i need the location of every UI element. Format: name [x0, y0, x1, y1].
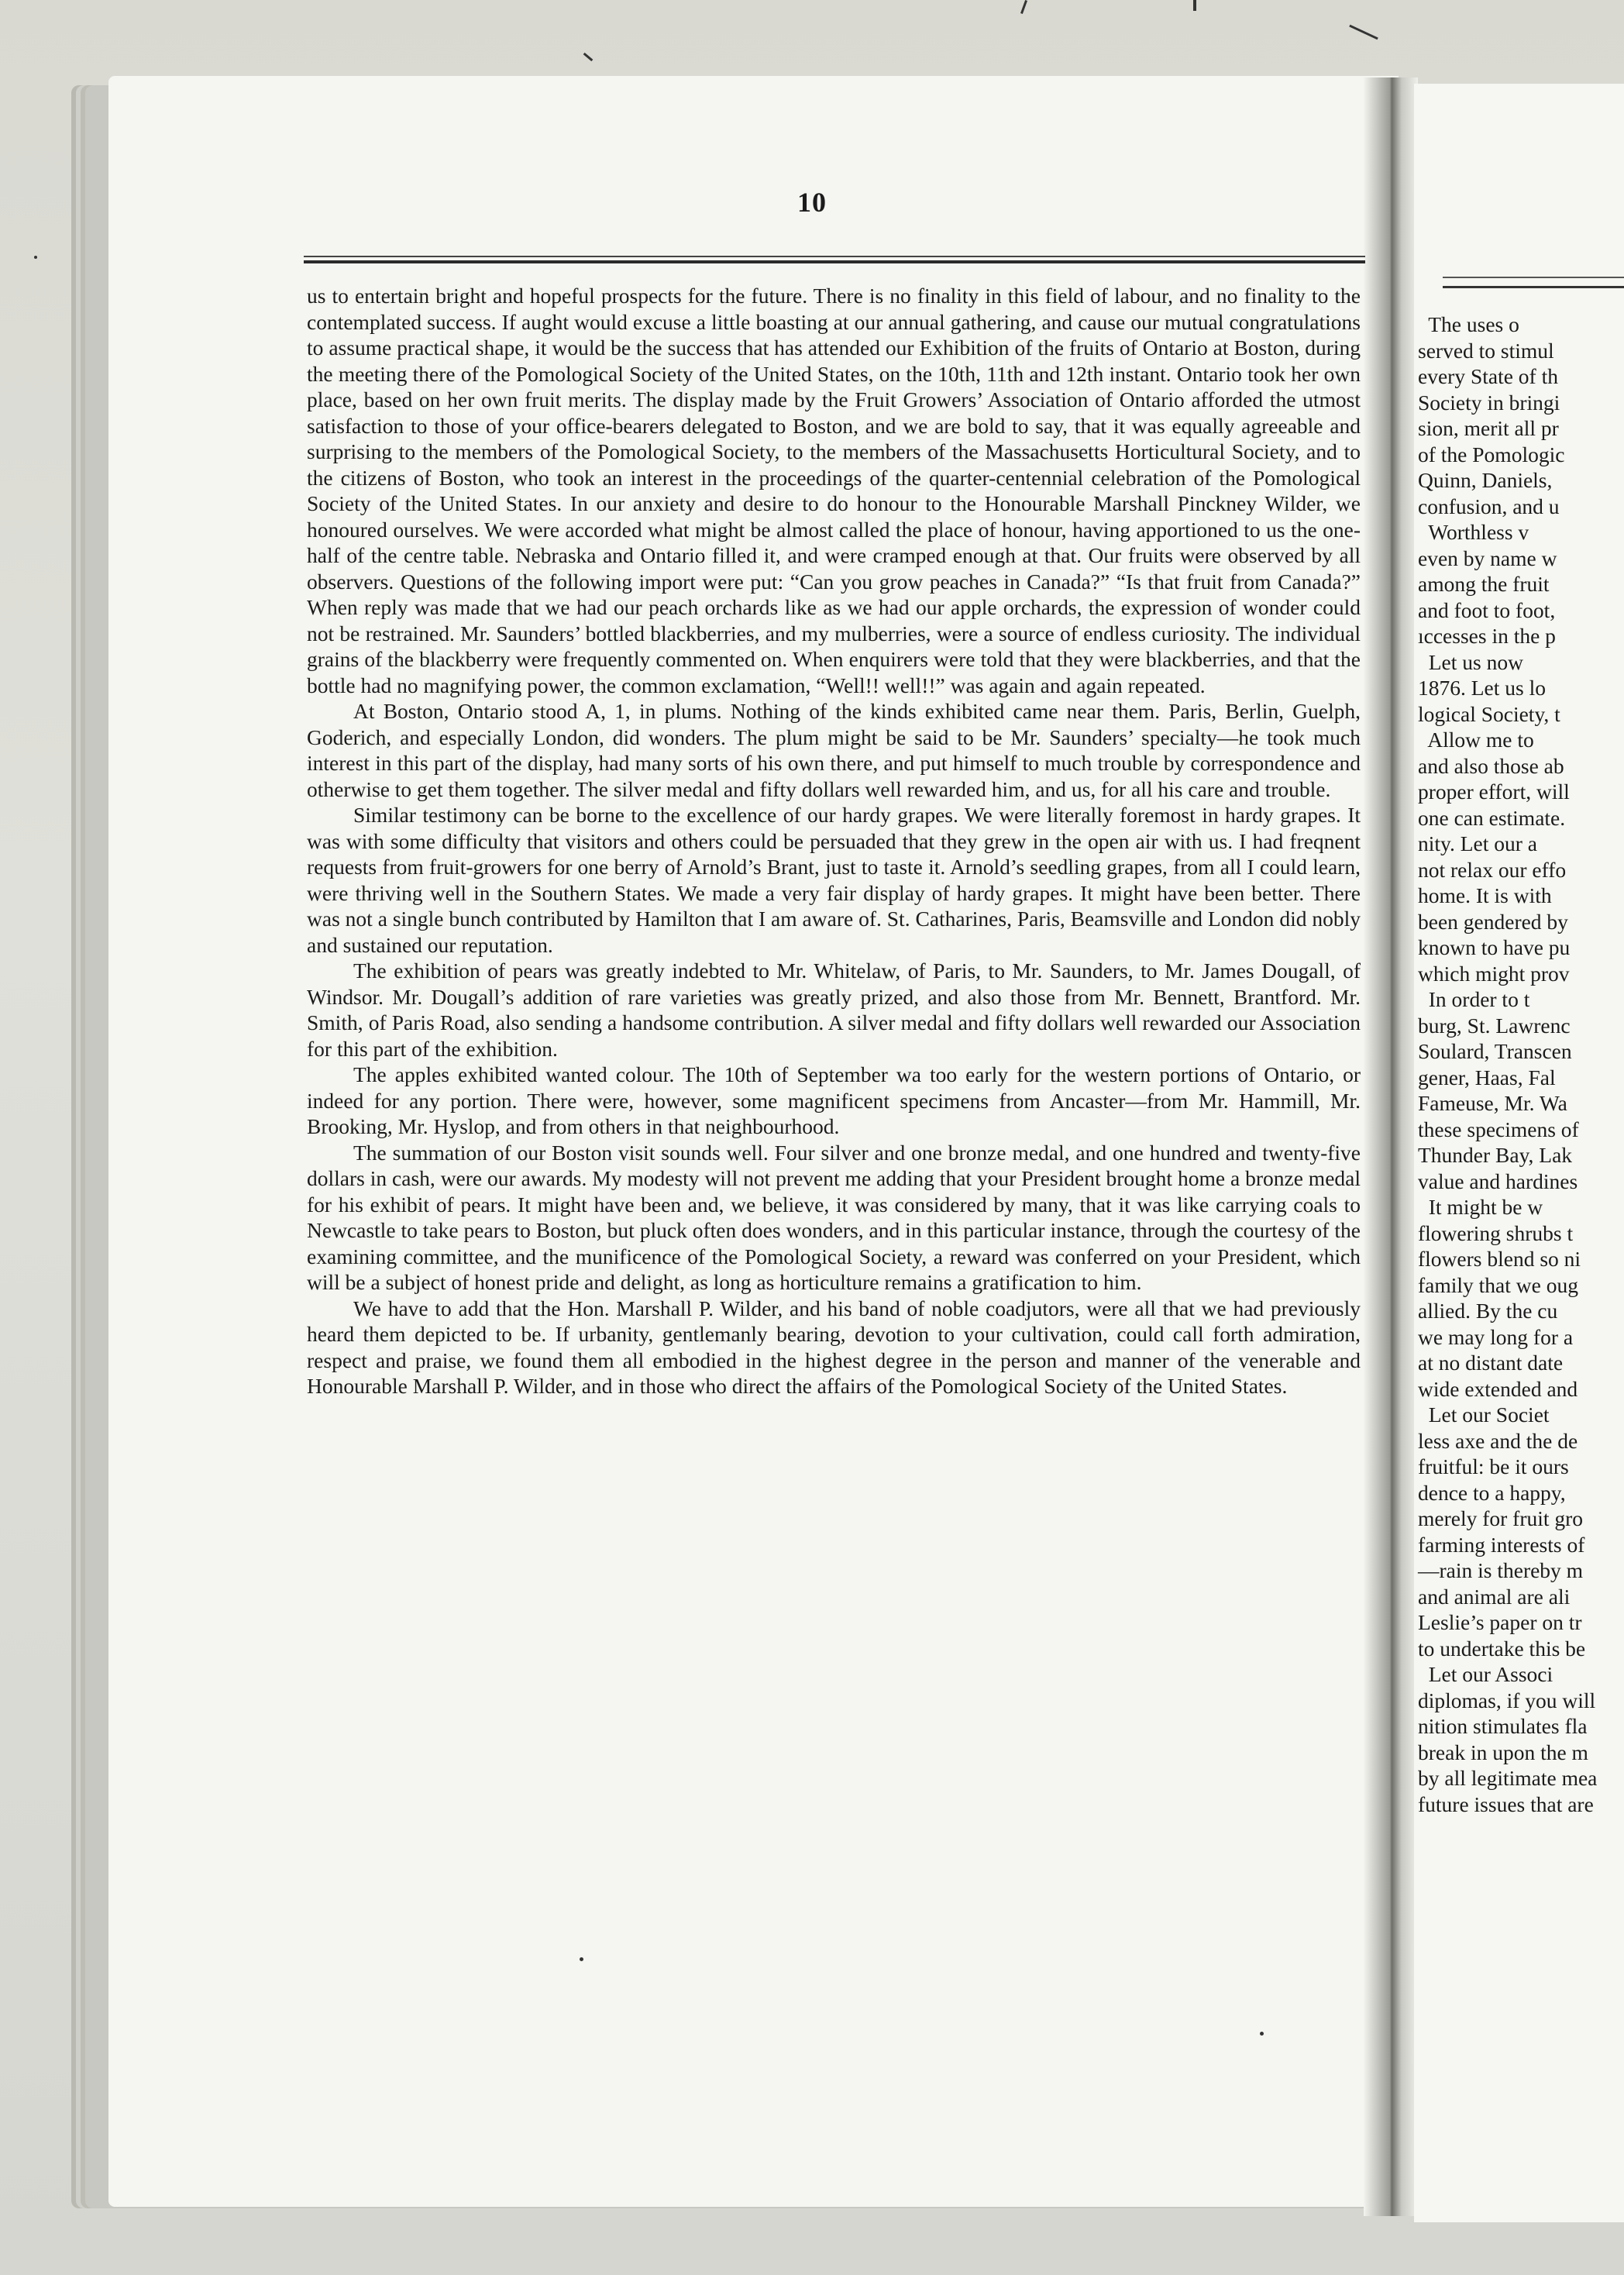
right-page-line: wide extended and	[1418, 1376, 1578, 1401]
paragraph: At Boston, Ontario stood A, 1, in plums. Nothing of the kinds exhibited came near them. Paris, Berlin, Guelph, Goderich, and especially London, did wonders. The plum might be said to be Mr. Saunders’ specialty—he took much interest in this part of the display, had many sorts of his own there, and put himself to much trouble by correspondence and otherwise to get them together. The silver medal and fifty dollars well rewarded him, and us, for all his care and trouble.	[307, 699, 1361, 801]
paragraph: Similar testimony can be borne to the excellence of our hardy grapes. We were literally foremost in hardy grapes. It was with some difficulty that visitors and others could be persuaded that they grew in the open air with us. I had freqnent requests from fruit-growers for one berry of Arnold’s Brant, just to taste it. Arnold’s seedling grapes, from all I could learn, were thriving well in the Southern States. We made a very fair display of hardy grapes. It might have been better. There was not a single bunch contributed by Hamilton that I am aware of. St. Catharines, Paris, Beamsville and London did nobly and sustained our reputation.	[307, 803, 1361, 957]
right-page-line: known to have pu	[1418, 935, 1571, 959]
right-page-line: confusion, and u	[1418, 494, 1560, 518]
right-page-line: one can estimate.	[1418, 805, 1566, 830]
right-page-line: proper effort, will	[1418, 780, 1570, 804]
right-page-line: which might prov	[1418, 961, 1570, 986]
right-page-line: merely for fruit gro	[1418, 1506, 1584, 1530]
right-page-line: Allow me to	[1418, 728, 1534, 752]
right-page-line: nity. Let our a	[1418, 831, 1538, 855]
right-page-body	[1418, 311, 1624, 1817]
right-page-line: Soulard, Transcen	[1418, 1039, 1572, 1063]
right-page-line: and foot to foot,	[1418, 597, 1556, 622]
right-page-line: home. It is with	[1418, 883, 1552, 907]
right-page-line: logical Society, t	[1418, 701, 1560, 726]
right-page-line: and animal are ali	[1418, 1584, 1571, 1609]
right-page-line: future issues that are	[1418, 1791, 1594, 1816]
right-page-line: Society in bringi	[1418, 390, 1560, 415]
right-page-line: Thunder Bay, Lak	[1418, 1143, 1573, 1167]
paragraph: The summation of our Boston visit sounds well. Four silver and one bronze medal, and one hundred and twenty-five dollars in cash, were our awards. My modesty will not prevent me adding that your President brought home a bronze medal for his exhibit of pears. It might have been and, we believe, it was considered by many, that it was like carrying coals to Newcastle to take pears to Boston, but pluck often does wonders, and in this particular instance, through the courtesy of the examining committee, and the munificence of the Pomological Society, a reward was conferred on your President, which will be a subject of honest pride and delight, as long as horticulture remains a gratification to him.	[307, 1140, 1361, 1294]
right-page-line: The uses o	[1418, 312, 1519, 336]
scan-speck	[34, 256, 37, 259]
right-page-line: dence to a happy,	[1418, 1480, 1566, 1505]
right-page-line: we may long for a	[1418, 1324, 1574, 1349]
right-page-line: every State of th	[1418, 364, 1558, 388]
right-page-line: Leslie’s paper on tr	[1418, 1610, 1582, 1634]
right-page-line: value and hardines	[1418, 1168, 1578, 1193]
right-page-line: even by name w	[1418, 546, 1557, 570]
ink-dot	[1260, 2032, 1264, 2036]
right-page-line: to undertake this be	[1418, 1636, 1586, 1661]
left-page-body	[307, 283, 1361, 1399]
right-page-line: Let us now	[1418, 649, 1523, 674]
right-page-line: family that we oug	[1418, 1272, 1578, 1297]
right-page-line: Fameuse, Mr. Wa	[1418, 1091, 1567, 1115]
right-page-line: of the Pomologic	[1418, 442, 1565, 466]
right-page-line: 1876. Let us lo	[1418, 676, 1546, 700]
paragraph: us to entertain bright and hopeful prospects for the future. There is no finality in this field of labour, and no finality to the contemplated success. If aught would excuse a little boasting at our annual gathering, and cause our mutual congratulations to assume practical shape, it would be the success that has attended our Exhibition of the fruits of Ontario at Boston, during the meeting there of the Pomological Society of the United States, on the 10th, 11th and 12th instant. Ontario took her own place, based on her own fruit merits. The display made by the Fruit Growers’ Association of Ontario afforded the utmost satisfaction to those of your office-bearers delegated to Boston, and we are bold to say, that it was equally agreeable and surprising to the members of the Pomological Society, to the members of the Massachusetts Horticultural Society, and to the citizens of Boston, who took an interest in the proceedings of the quarter-centennial celebration of the Pomological Society of the United States. In our anxiety and desire to do honour to the Honourable Marshall Pinckney Wilder, we honoured ourselves. We were accorded what might be almost called the place of honour, having apportioned to us the one-half of the centre table. Nebraska and Ontario filled it, and were cramped enough at that. Our fruits were observed by all observers. Questions of the following import were put: “Can you grow peaches in Canada?” “Is that fruit from Canada?” When reply was made that we had our peach orchards like as we had our apple orchards, the expression of wonder could not be restrained. Mr. Saunders’ bottled blackberries, and my mulberries, were a source of endless curiosity. The individual grains of the blackberry were frequently commented on. When enquirers were told that they were blackberries, and that the bottle had no magnifying power, the common exclamation, “Well!! well!!” was again and again repeated.	[307, 284, 1361, 697]
right-page-line: less axe and the de	[1418, 1428, 1578, 1453]
right-page-line: nition stimulates fla	[1418, 1714, 1588, 1738]
right-page-line: farming interests of	[1418, 1532, 1585, 1557]
right-page-line: served to stimul	[1418, 338, 1554, 363]
scan-speck	[1193, 0, 1196, 11]
right-page-line: by all legitimate mea	[1418, 1766, 1598, 1790]
right-page-line: Let our Associ	[1418, 1662, 1553, 1686]
book-gutter	[1364, 77, 1418, 2216]
paragraph: The exhibition of pears was greatly indebted to Mr. Whitelaw, of Paris, to Mr. Saunders, to Mr. James Dougall, of Windsor. Mr. Dougall’s addition of rare varieties was greatly prized, and also those from Mr. Bennett, Brantford. Mr. Smith, of Paris Road, also sending a handsome contribution. A silver medal and fifty dollars well rewarded our Association for this part of the exhibition.	[307, 959, 1361, 1061]
right-page-line: Let our Societ	[1418, 1403, 1550, 1427]
right-page-line: allied. By the cu	[1418, 1299, 1558, 1323]
right-page-line: gener, Haas, Fal	[1418, 1065, 1556, 1089]
right-page-line: these specimens of	[1418, 1117, 1579, 1141]
right-page-line: at no distant date	[1418, 1351, 1564, 1375]
right-page-line: among the fruit	[1418, 572, 1550, 596]
right-page-line: not relax our effo	[1418, 857, 1567, 882]
right-page-line: Quinn, Daniels,	[1418, 468, 1553, 492]
right-page-line: flowering shrubs t	[1418, 1220, 1574, 1245]
right-page-line: Worthless v	[1418, 520, 1529, 544]
right-page-line: been gendered by	[1418, 909, 1568, 934]
paragraph: The apples exhibited wanted colour. The 10th of September wa too early for the western portions of Ontario, or indeed for any portion. There were, however, some magnificent specimens from Ancaster—from Mr. Hammill, Mr. Brooking, Mr. Hyslop, and from others in that neighbourhood.	[307, 1062, 1361, 1138]
right-page-line: ıccesses in the p	[1418, 624, 1556, 648]
right-page-line: diplomas, if you will	[1418, 1688, 1596, 1712]
right-page-line: fruitful: be it ours	[1418, 1454, 1569, 1478]
right-page-line: sion, merit all pr	[1418, 416, 1559, 440]
right-page-line: and also those ab	[1418, 753, 1564, 778]
right-page-line: burg, St. Lawrenc	[1418, 1013, 1571, 1038]
right-page-line: In order to t	[1418, 987, 1530, 1011]
right-page-line: —rain is thereby m	[1418, 1558, 1584, 1582]
right-page-header-rule	[1443, 277, 1624, 288]
right-page-line: It might be w	[1418, 1195, 1543, 1219]
header-double-rule	[304, 256, 1365, 267]
right-page-line: flowers blend so ni	[1418, 1247, 1581, 1271]
paragraph: We have to add that the Hon. Marshall P. Wilder, and his band of noble coadjutors, were all that we had previously heard them depicted to be. If urbanity, gentlemanly bearing, devotion to your cultivation, could call forth admiration, respect and praise, we found them all embodied in the highest degree in the person and manner of the venerable and Honourable Marshall P. Wilder, and in those who direct the affairs of the Pomological Society of the United States.	[307, 1296, 1361, 1398]
page-number: 10	[797, 187, 827, 218]
ink-dot	[580, 1957, 583, 1961]
right-page-line: break in upon the m	[1418, 1740, 1588, 1764]
